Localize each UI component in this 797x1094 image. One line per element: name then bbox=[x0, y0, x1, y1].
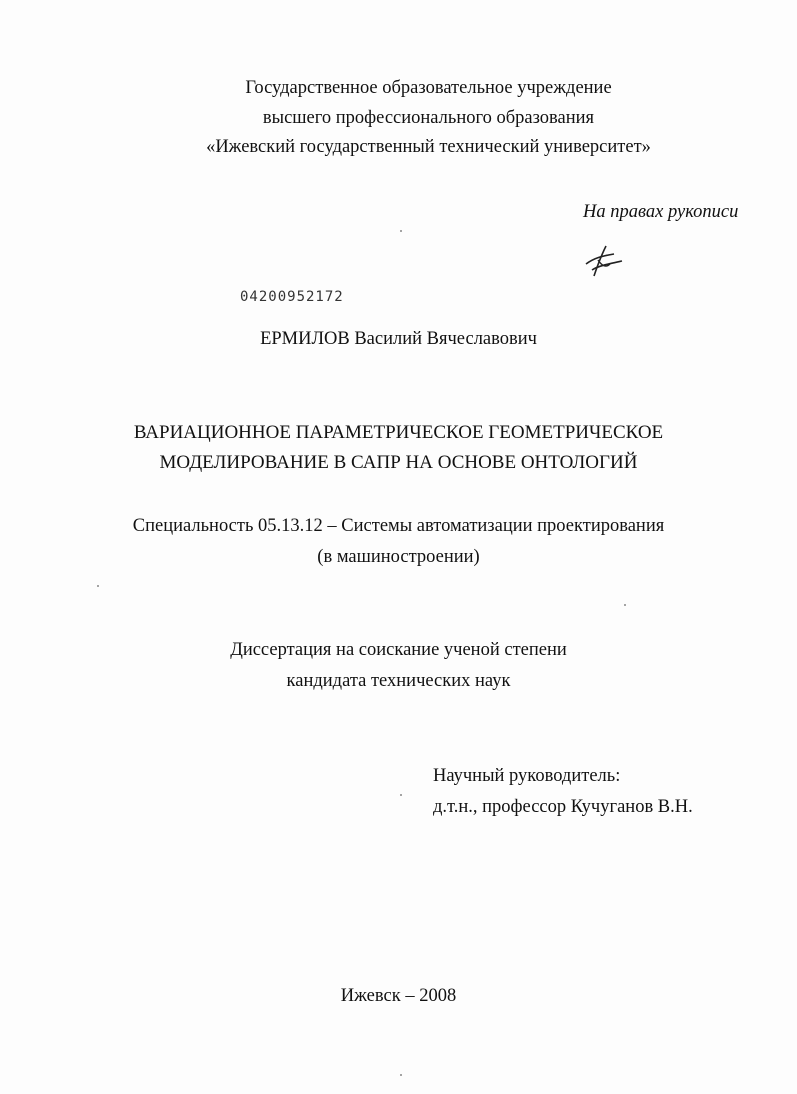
dissertation-line-2: кандидата технических наук bbox=[286, 671, 511, 691]
specialty-line-1: Специальность 05.13.12 – Системы автоматизации проектирования bbox=[132, 516, 665, 536]
scan-speck bbox=[400, 1074, 402, 1076]
specialty-line-2: (в машиностроении) bbox=[317, 547, 480, 567]
supervisor-label: Научный руководитель: bbox=[433, 766, 621, 786]
scan-speck bbox=[400, 794, 402, 796]
scan-speck bbox=[97, 585, 99, 587]
scan-speck bbox=[624, 604, 626, 606]
scan-speck bbox=[400, 230, 402, 232]
signature-icon bbox=[580, 244, 626, 278]
thesis-title-line-2: МОДЕЛИРОВАНИЕ В САПР НА ОСНОВЕ ОНТОЛОГИЙ bbox=[159, 452, 638, 473]
author-name: ЕРМИЛОВ Василий Вячеславович bbox=[260, 329, 537, 349]
institution-line-2: высшего профессионального образования bbox=[262, 108, 595, 128]
place-year: Ижевск – 2008 bbox=[340, 986, 457, 1006]
dissertation-line-1: Диссертация на соискание ученой степени bbox=[230, 640, 567, 660]
registry-number: 04200952172 bbox=[240, 289, 344, 305]
thesis-title-line-1: ВАРИАЦИОННОЕ ПАРАМЕТРИЧЕСКОЕ ГЕОМЕТРИЧЕСКОЕ bbox=[133, 422, 664, 443]
institution-line-1: Государственное образовательное учреждение bbox=[245, 78, 612, 98]
institution-line-3: «Ижевский государственный технический университет» bbox=[206, 137, 651, 157]
rights-note: На правах рукописи bbox=[583, 202, 739, 222]
supervisor-name: д.т.н., профессор Кучуганов В.Н. bbox=[433, 797, 693, 817]
